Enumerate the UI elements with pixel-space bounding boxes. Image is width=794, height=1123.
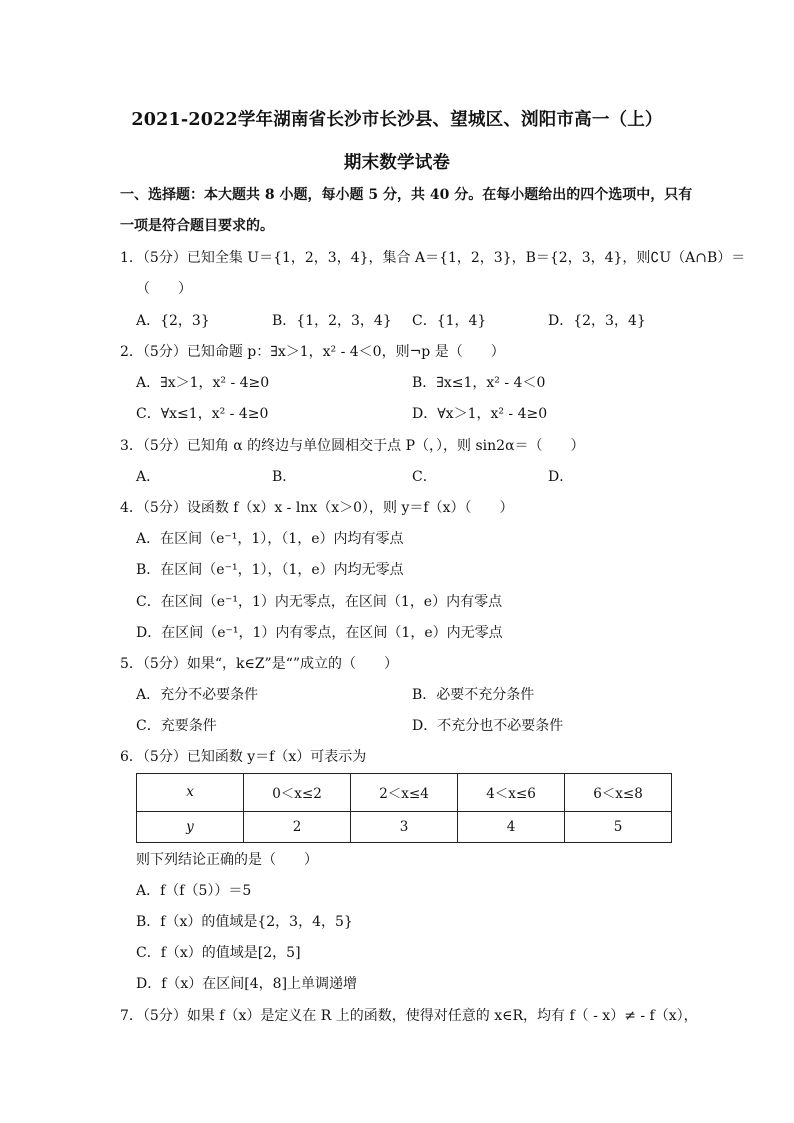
- question-3-option-b: B．: [272, 469, 297, 485]
- question-3-option-c: C．: [412, 469, 437, 485]
- section-instructions-cont: 一项是符合题目要求的。: [120, 218, 274, 234]
- question-3-option-d: D．: [548, 469, 574, 485]
- question-7-stem: 7．（5分）如果 f（x）是定义在 R 上的函数，使得对任意的 x∈R，均有 f（ - x）≠ - f（x），: [120, 1008, 698, 1024]
- table-cell: y: [137, 811, 244, 842]
- question-5-option-d: D．不充分也不必要条件: [412, 718, 564, 734]
- exam-title-line1: 2021-2022学年湖南省长沙市长沙县、望城区、浏阳市高一（上）: [131, 110, 663, 130]
- question-1-stem: 1．（5分）已知全集 U＝{1，2，3，4}，集合 A＝{1，2，3}，B＝{2，3，4}，则∁U（A∩B）＝: [120, 250, 746, 266]
- table-cell: 5: [565, 811, 672, 842]
- question-6-stem: 6．（5分）已知函数 y＝f（x）可表示为: [120, 749, 367, 765]
- question-1-option-d: D．{2，3，4}: [548, 313, 646, 329]
- question-1-option-b: B．{1，2，3，4}: [272, 313, 392, 329]
- question-5-option-a: A．充分不必要条件: [136, 687, 259, 703]
- question-4-option-b: B．在区间（e⁻¹，1），（1，e）内均无零点: [136, 562, 404, 578]
- question-4-option-d: D．在区间（e⁻¹，1）内有零点，在区间（1，e）内无零点: [136, 625, 503, 641]
- table-cell: 3: [351, 811, 458, 842]
- table-cell: x: [137, 774, 244, 812]
- exam-title-line2: 期末数学试卷: [343, 153, 451, 173]
- question-2-stem: 2．（5分）已知命题 p：∃x＞1，x² - 4＜0，则¬p 是（ ）: [120, 344, 505, 360]
- question-3-stem: 3．（5分）已知角 α 的终边与单位圆相交于点 P（，），则 sin2α＝（ ）: [120, 438, 585, 454]
- question-6-option-d: D．f（x）在区间[4，8]上单调递增: [136, 976, 358, 992]
- question-6-prompt: 则下列结论正确的是（ ）: [136, 852, 318, 868]
- table-cell: 4: [458, 811, 565, 842]
- question-2-option-a: A．∃x＞1，x² - 4≥0: [136, 375, 270, 391]
- question-4-option-c: C．在区间（e⁻¹，1）内无零点，在区间（1，e）内有零点: [136, 594, 503, 610]
- question-6-option-a: A．f（f（5））＝5: [136, 883, 252, 899]
- question-1-bracket: （ ）: [136, 281, 192, 297]
- question-5-option-c: C．充要条件: [136, 718, 217, 734]
- function-value-table: [136, 773, 672, 843]
- table-cell: 2: [244, 811, 351, 842]
- question-5-stem: 5．（5分）如果“，k∈Z”是“”成立的（ ）: [120, 656, 399, 672]
- table-row: [137, 811, 672, 842]
- question-6-option-c: C．f（x）的值域是[2，5]: [136, 945, 301, 961]
- table-cell: 4＜x≤6: [458, 774, 565, 812]
- question-2-option-b: B．∃x≤1，x² - 4＜0: [412, 375, 546, 391]
- table-cell: 6＜x≤8: [565, 774, 672, 812]
- question-5-option-b: B．必要不充分条件: [412, 687, 535, 703]
- section-instructions: 一、选择题：本大题共 8 小题，每小题 5 分，共 40 分。在每小题给出的四个选项中，只有: [120, 187, 693, 203]
- question-3-option-a: A．: [136, 469, 161, 485]
- question-1-option-a: A．{2，3}: [136, 313, 210, 329]
- question-2-option-c: C．∀x≤1，x² - 4≥0: [136, 406, 269, 422]
- question-2-option-d: D．∀x＞1，x² - 4≥0: [412, 406, 548, 422]
- table-cell: 2＜x≤4: [351, 774, 458, 812]
- question-4-option-a: A．在区间（e⁻¹，1），（1，e）内均有零点: [136, 531, 404, 547]
- table-cell: 0＜x≤2: [244, 774, 351, 812]
- question-1-option-c: C．{1，4}: [412, 313, 487, 329]
- question-4-stem: 4．（5分）设函数 f（x）x - lnx（x＞0），则 y＝f（x）（ ）: [120, 500, 514, 516]
- table-row: [137, 774, 672, 812]
- question-6-option-b: B．f（x）的值域是{2，3，4，5}: [136, 914, 353, 930]
